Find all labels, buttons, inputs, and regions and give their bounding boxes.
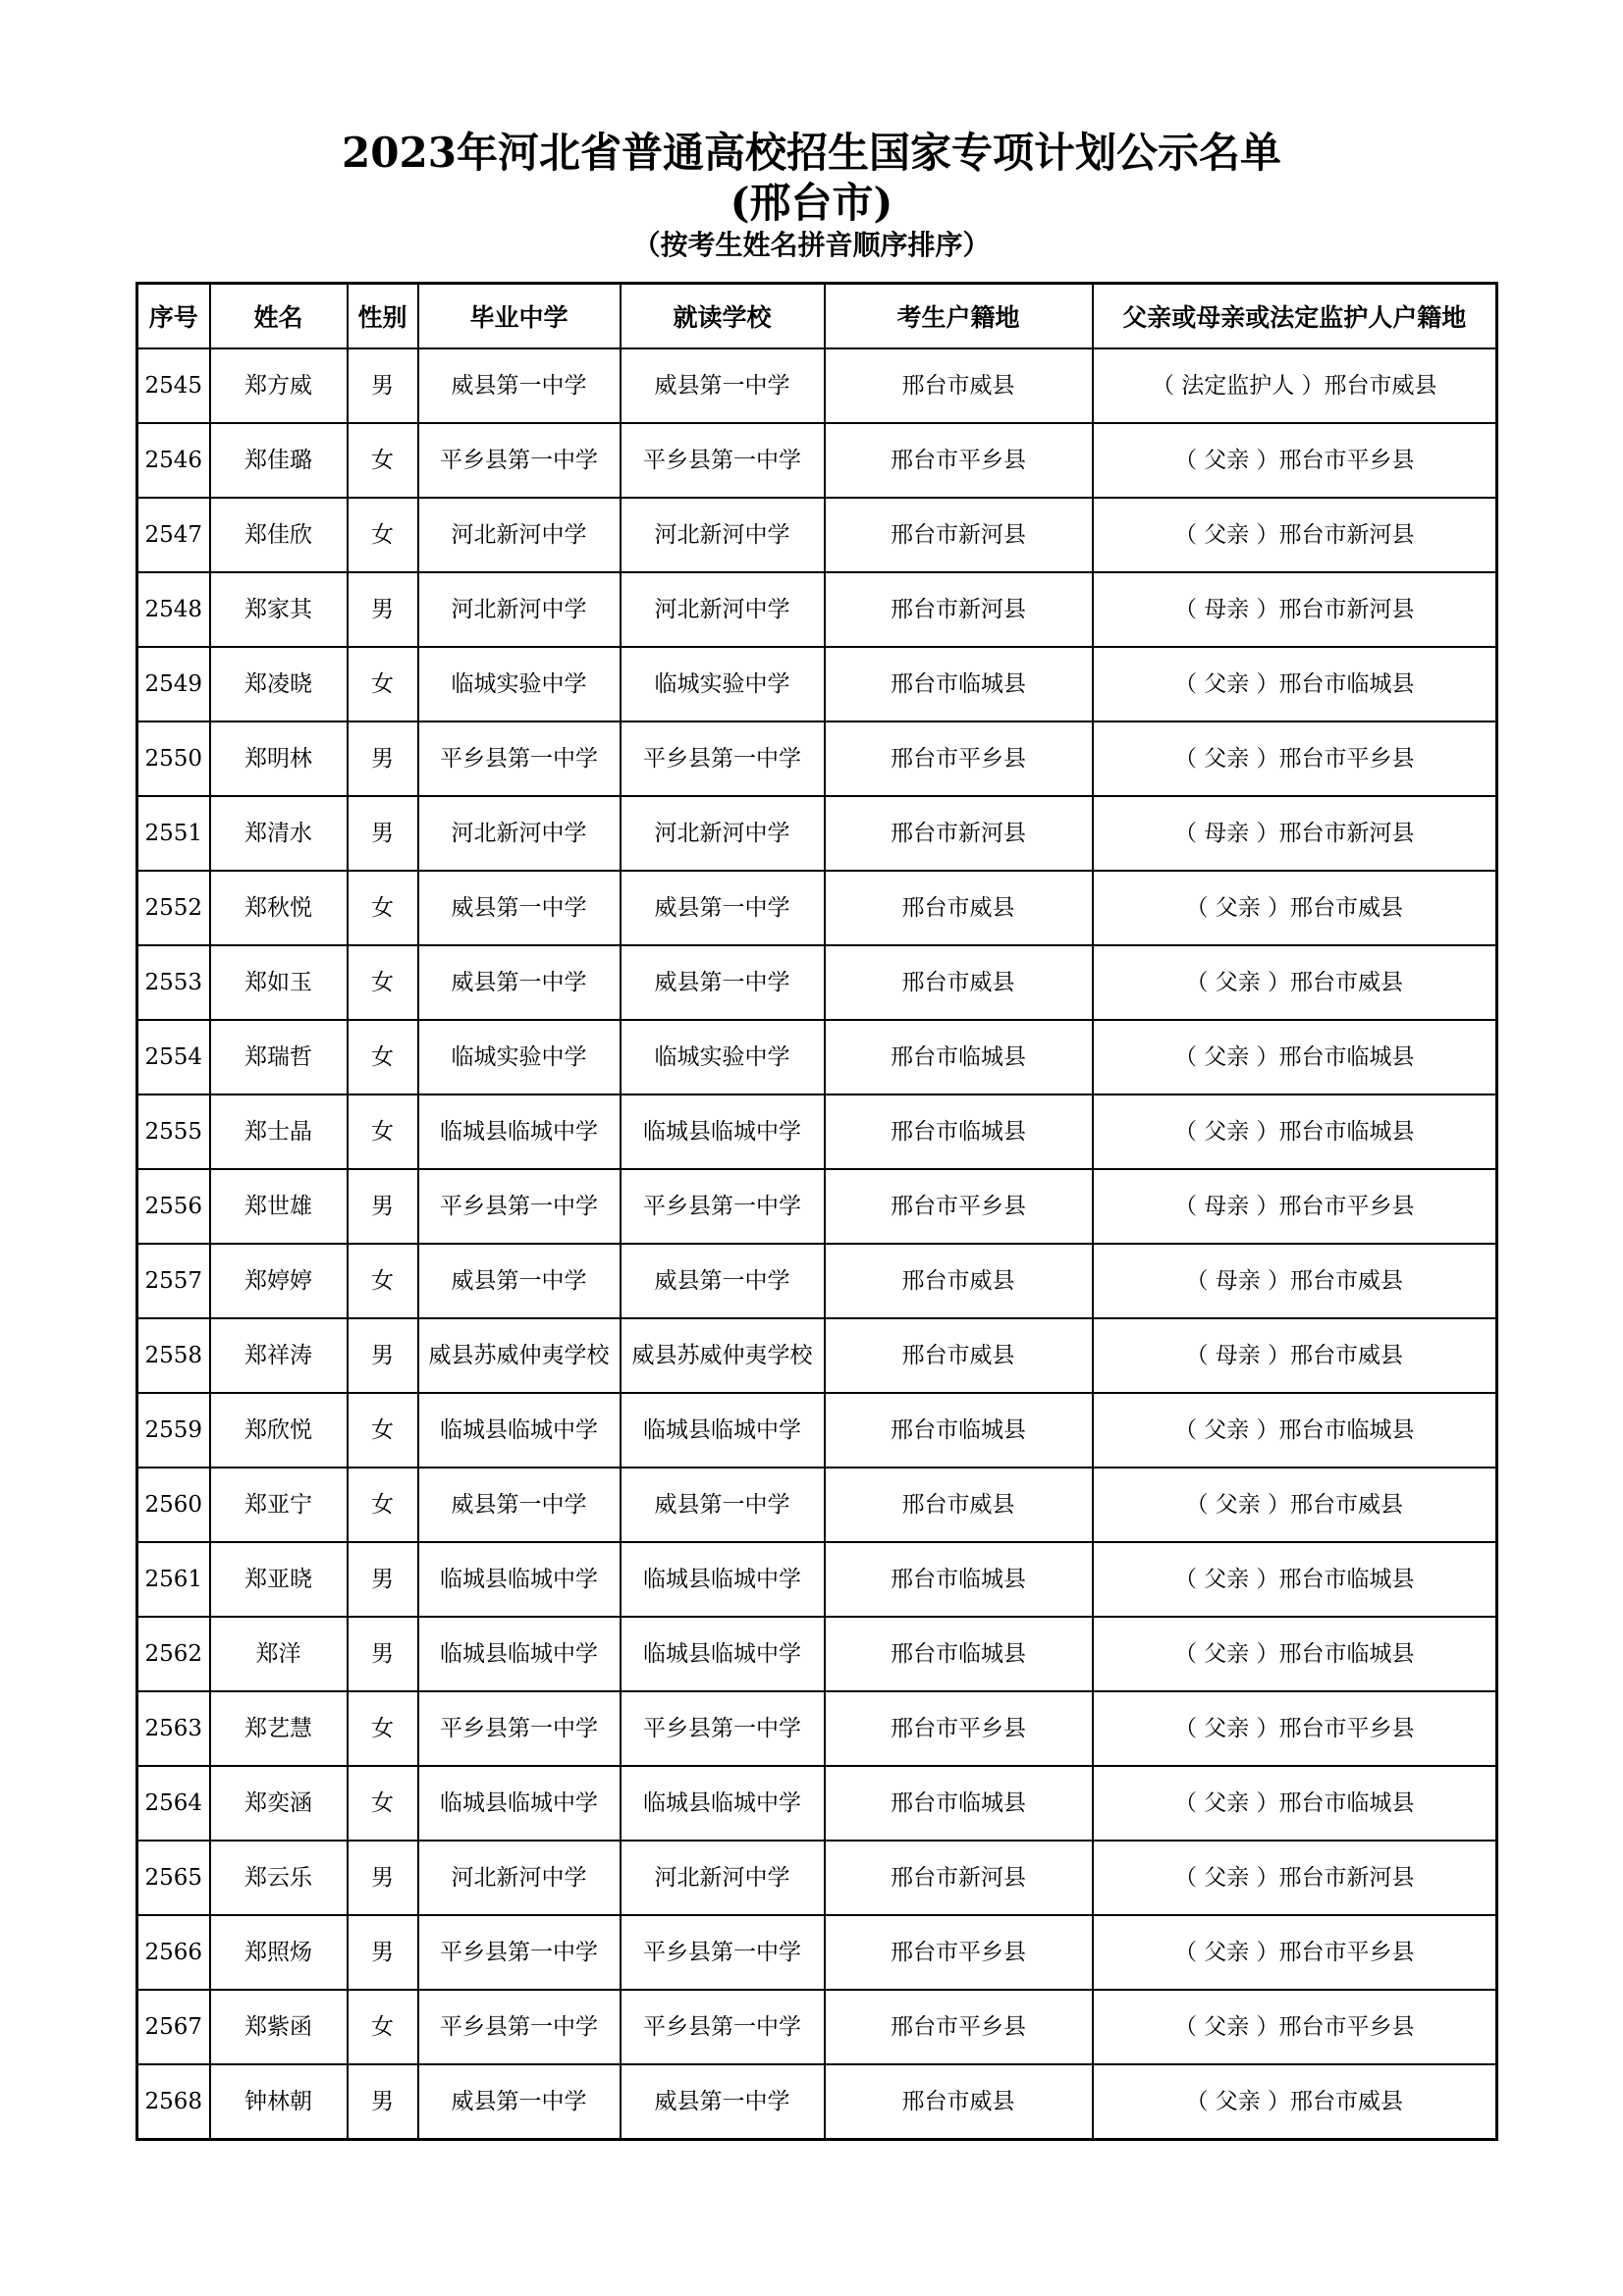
cell-gender: 男 (348, 1915, 418, 1990)
cell-parent-domicile: （ 父亲 ）邢台市新河县 (1093, 1841, 1497, 1915)
cell-seq: 2547 (137, 498, 210, 572)
table-row (137, 572, 1497, 647)
cell-study-school: 平乡县第一中学 (621, 423, 825, 498)
cell-parent-domicile: （ 父亲 ）邢台市临城县 (1093, 1095, 1497, 1169)
roster-table (135, 282, 1498, 2141)
table-row (137, 1393, 1497, 1468)
cell-grad-school: 临城实验中学 (418, 1020, 621, 1095)
cell-study-school: 平乡县第一中学 (621, 721, 825, 796)
cell-grad-school: 临城县临城中学 (418, 1393, 621, 1468)
cell-grad-school: 平乡县第一中学 (418, 1691, 621, 1766)
table-row (137, 1020, 1497, 1095)
cell-gender: 女 (348, 1244, 418, 1318)
cell-seq: 2563 (137, 1691, 210, 1766)
cell-parent-domicile: （ 父亲 ）邢台市临城县 (1093, 1542, 1497, 1617)
cell-parent-domicile: （ 母亲 ）邢台市威县 (1093, 1244, 1497, 1318)
table-row (137, 1468, 1497, 1542)
cell-grad-school: 威县第一中学 (418, 1244, 621, 1318)
cell-gender: 女 (348, 1691, 418, 1766)
cell-parent-domicile: （ 父亲 ）邢台市威县 (1093, 945, 1497, 1020)
table-row (137, 348, 1497, 423)
cell-grad-school: 威县第一中学 (418, 1468, 621, 1542)
cell-domicile: 邢台市新河县 (825, 572, 1093, 647)
cell-gender: 女 (348, 647, 418, 721)
table-row (137, 498, 1497, 572)
cell-name: 郑凌晓 (210, 647, 348, 721)
cell-gender: 男 (348, 796, 418, 871)
cell-study-school: 平乡县第一中学 (621, 1990, 825, 2064)
cell-domicile: 邢台市临城县 (825, 1766, 1093, 1841)
cell-name: 郑奕涵 (210, 1766, 348, 1841)
table-row (137, 1915, 1497, 1990)
cell-study-school: 威县第一中学 (621, 945, 825, 1020)
cell-grad-school: 威县第一中学 (418, 348, 621, 423)
cell-parent-domicile: （ 父亲 ）邢台市平乡县 (1093, 423, 1497, 498)
cell-gender: 男 (348, 1841, 418, 1915)
cell-domicile: 邢台市威县 (825, 1468, 1093, 1542)
cell-gender: 女 (348, 1393, 418, 1468)
cell-grad-school: 威县第一中学 (418, 945, 621, 1020)
cell-gender: 男 (348, 1318, 418, 1393)
cell-parent-domicile: （ 法定监护人 ）邢台市威县 (1093, 348, 1497, 423)
cell-parent-domicile: （ 父亲 ）邢台市临城县 (1093, 1393, 1497, 1468)
cell-name: 郑明林 (210, 721, 348, 796)
cell-gender: 男 (348, 1617, 418, 1691)
cell-seq: 2561 (137, 1542, 210, 1617)
table-row (137, 423, 1497, 498)
cell-name: 郑瑞哲 (210, 1020, 348, 1095)
document-title: 2023年河北省普通高校招生国家专项计划公示名单 (342, 129, 1281, 177)
cell-grad-school: 河北新河中学 (418, 498, 621, 572)
col-header-gender: 性别 (348, 284, 418, 349)
table-row (137, 1095, 1497, 1169)
cell-name: 郑云乐 (210, 1841, 348, 1915)
cell-seq: 2545 (137, 348, 210, 423)
cell-parent-domicile: （ 父亲 ）邢台市新河县 (1093, 498, 1497, 572)
cell-study-school: 临城县临城中学 (621, 1766, 825, 1841)
document-subtitle: (邢台市) (730, 179, 893, 227)
cell-grad-school: 威县苏威仲夷学校 (418, 1318, 621, 1393)
cell-grad-school: 临城县临城中学 (418, 1095, 621, 1169)
cell-study-school: 平乡县第一中学 (621, 1169, 825, 1244)
cell-domicile: 邢台市新河县 (825, 796, 1093, 871)
cell-seq: 2558 (137, 1318, 210, 1393)
cell-study-school: 临城县临城中学 (621, 1393, 825, 1468)
cell-seq: 2551 (137, 796, 210, 871)
cell-study-school: 河北新河中学 (621, 1841, 825, 1915)
cell-grad-school: 平乡县第一中学 (418, 721, 621, 796)
cell-study-school: 威县第一中学 (621, 1468, 825, 1542)
cell-name: 郑秋悦 (210, 871, 348, 945)
table-row (137, 1766, 1497, 1841)
cell-study-school: 临城实验中学 (621, 1020, 825, 1095)
table-row (137, 1244, 1497, 1318)
cell-gender: 女 (348, 1468, 418, 1542)
cell-domicile: 邢台市平乡县 (825, 1990, 1093, 2064)
cell-domicile: 邢台市平乡县 (825, 423, 1093, 498)
cell-parent-domicile: （ 父亲 ）邢台市临城县 (1093, 1020, 1497, 1095)
cell-study-school: 威县第一中学 (621, 871, 825, 945)
cell-domicile: 邢台市新河县 (825, 1841, 1093, 1915)
header-row (137, 284, 1497, 349)
table-row (137, 1841, 1497, 1915)
table-row (137, 647, 1497, 721)
cell-seq: 2556 (137, 1169, 210, 1244)
table-row (137, 721, 1497, 796)
table-row (137, 1691, 1497, 1766)
cell-domicile: 邢台市临城县 (825, 1095, 1093, 1169)
cell-study-school: 河北新河中学 (621, 796, 825, 871)
table-row (137, 1318, 1497, 1393)
cell-name: 郑方威 (210, 348, 348, 423)
cell-grad-school: 临城县临城中学 (418, 1766, 621, 1841)
table-row (137, 796, 1497, 871)
cell-parent-domicile: （ 母亲 ）邢台市威县 (1093, 1318, 1497, 1393)
cell-parent-domicile: （ 父亲 ）邢台市平乡县 (1093, 1915, 1497, 1990)
cell-seq: 2567 (137, 1990, 210, 2064)
cell-seq: 2562 (137, 1617, 210, 1691)
cell-name: 郑欣悦 (210, 1393, 348, 1468)
cell-domicile: 邢台市平乡县 (825, 1691, 1093, 1766)
cell-study-school: 临城县临城中学 (621, 1542, 825, 1617)
cell-domicile: 邢台市临城县 (825, 1542, 1093, 1617)
cell-seq: 2568 (137, 2064, 210, 2140)
cell-seq: 2566 (137, 1915, 210, 1990)
cell-grad-school: 平乡县第一中学 (418, 1915, 621, 1990)
cell-grad-school: 河北新河中学 (418, 572, 621, 647)
table-row (137, 2064, 1497, 2140)
cell-parent-domicile: （ 父亲 ）邢台市平乡县 (1093, 1990, 1497, 2064)
cell-name: 郑如玉 (210, 945, 348, 1020)
col-header-name: 姓名 (210, 284, 348, 349)
cell-domicile: 邢台市临城县 (825, 647, 1093, 721)
cell-domicile: 邢台市临城县 (825, 1020, 1093, 1095)
table-row (137, 1990, 1497, 2064)
cell-seq: 2548 (137, 572, 210, 647)
cell-parent-domicile: （ 父亲 ）邢台市平乡县 (1093, 721, 1497, 796)
cell-gender: 男 (348, 721, 418, 796)
cell-seq: 2559 (137, 1393, 210, 1468)
cell-seq: 2557 (137, 1244, 210, 1318)
col-header-parent-domicile: 父亲或母亲或法定监护人户籍地 (1093, 284, 1497, 349)
col-header-study-school: 就读学校 (621, 284, 825, 349)
cell-parent-domicile: （ 母亲 ）邢台市新河县 (1093, 572, 1497, 647)
cell-gender: 女 (348, 1020, 418, 1095)
table-row (137, 1617, 1497, 1691)
cell-name: 郑照炀 (210, 1915, 348, 1990)
cell-name: 郑士晶 (210, 1095, 348, 1169)
cell-domicile: 邢台市威县 (825, 945, 1093, 1020)
cell-domicile: 邢台市临城县 (825, 1393, 1093, 1468)
cell-name: 郑世雄 (210, 1169, 348, 1244)
cell-grad-school: 平乡县第一中学 (418, 1169, 621, 1244)
cell-name: 郑婷婷 (210, 1244, 348, 1318)
cell-gender: 女 (348, 871, 418, 945)
cell-study-school: 威县苏威仲夷学校 (621, 1318, 825, 1393)
cell-gender: 男 (348, 572, 418, 647)
cell-grad-school: 河北新河中学 (418, 1841, 621, 1915)
cell-parent-domicile: （ 母亲 ）邢台市平乡县 (1093, 1169, 1497, 1244)
table-header (137, 284, 1497, 349)
table-row (137, 871, 1497, 945)
cell-study-school: 河北新河中学 (621, 572, 825, 647)
cell-gender: 女 (348, 1990, 418, 2064)
cell-domicile: 邢台市平乡县 (825, 1169, 1093, 1244)
cell-seq: 2549 (137, 647, 210, 721)
cell-gender: 男 (348, 1542, 418, 1617)
cell-grad-school: 威县第一中学 (418, 871, 621, 945)
cell-name: 郑佳璐 (210, 423, 348, 498)
cell-grad-school: 临城县临城中学 (418, 1542, 621, 1617)
cell-domicile: 邢台市威县 (825, 2064, 1093, 2140)
cell-parent-domicile: （ 父亲 ）邢台市威县 (1093, 2064, 1497, 2140)
cell-domicile: 邢台市威县 (825, 348, 1093, 423)
cell-seq: 2550 (137, 721, 210, 796)
cell-domicile: 邢台市威县 (825, 1244, 1093, 1318)
cell-parent-domicile: （ 父亲 ）邢台市威县 (1093, 1468, 1497, 1542)
cell-study-school: 临城县临城中学 (621, 1617, 825, 1691)
table-body (137, 348, 1497, 2140)
cell-gender: 女 (348, 498, 418, 572)
cell-name: 郑亚宁 (210, 1468, 348, 1542)
cell-parent-domicile: （ 父亲 ）邢台市临城县 (1093, 1766, 1497, 1841)
cell-name: 郑佳欣 (210, 498, 348, 572)
cell-gender: 男 (348, 348, 418, 423)
cell-domicile: 邢台市威县 (825, 871, 1093, 945)
cell-grad-school: 临城县临城中学 (418, 1617, 621, 1691)
cell-gender: 女 (348, 1095, 418, 1169)
cell-seq: 2552 (137, 871, 210, 945)
cell-study-school: 威县第一中学 (621, 2064, 825, 2140)
cell-grad-school: 河北新河中学 (418, 796, 621, 871)
cell-domicile: 邢台市新河县 (825, 498, 1093, 572)
cell-parent-domicile: （ 母亲 ）邢台市新河县 (1093, 796, 1497, 871)
cell-name: 郑家其 (210, 572, 348, 647)
cell-gender: 男 (348, 1169, 418, 1244)
cell-gender: 女 (348, 423, 418, 498)
col-header-grad-school: 毕业中学 (418, 284, 621, 349)
cell-name: 钟林朝 (210, 2064, 348, 2140)
cell-parent-domicile: （ 父亲 ）邢台市临城县 (1093, 1617, 1497, 1691)
cell-domicile: 邢台市平乡县 (825, 721, 1093, 796)
cell-study-school: 河北新河中学 (621, 498, 825, 572)
cell-name: 郑清水 (210, 796, 348, 871)
cell-study-school: 威县第一中学 (621, 1244, 825, 1318)
cell-name: 郑艺慧 (210, 1691, 348, 1766)
sort-note: （按考生姓名拼音顺序排序） (632, 229, 991, 261)
cell-study-school: 临城实验中学 (621, 647, 825, 721)
cell-grad-school: 平乡县第一中学 (418, 1990, 621, 2064)
col-header-seq: 序号 (137, 284, 210, 349)
cell-study-school: 平乡县第一中学 (621, 1691, 825, 1766)
table-row (137, 1169, 1497, 1244)
cell-domicile: 邢台市威县 (825, 1318, 1093, 1393)
cell-parent-domicile: （ 父亲 ）邢台市威县 (1093, 871, 1497, 945)
cell-name: 郑洋 (210, 1617, 348, 1691)
cell-domicile: 邢台市平乡县 (825, 1915, 1093, 1990)
cell-name: 郑亚晓 (210, 1542, 348, 1617)
cell-gender: 女 (348, 945, 418, 1020)
cell-grad-school: 平乡县第一中学 (418, 423, 621, 498)
cell-seq: 2546 (137, 423, 210, 498)
table-row (137, 1542, 1497, 1617)
cell-gender: 女 (348, 1766, 418, 1841)
cell-name: 郑祥涛 (210, 1318, 348, 1393)
cell-parent-domicile: （ 父亲 ）邢台市临城县 (1093, 647, 1497, 721)
cell-name: 郑紫函 (210, 1990, 348, 2064)
cell-seq: 2564 (137, 1766, 210, 1841)
col-header-domicile: 考生户籍地 (825, 284, 1093, 349)
table-row (137, 945, 1497, 1020)
cell-grad-school: 威县第一中学 (418, 2064, 621, 2140)
cell-study-school: 临城县临城中学 (621, 1095, 825, 1169)
cell-seq: 2555 (137, 1095, 210, 1169)
cell-parent-domicile: （ 父亲 ）邢台市平乡县 (1093, 1691, 1497, 1766)
cell-gender: 男 (348, 2064, 418, 2140)
cell-seq: 2565 (137, 1841, 210, 1915)
cell-study-school: 平乡县第一中学 (621, 1915, 825, 1990)
cell-grad-school: 临城实验中学 (418, 647, 621, 721)
cell-domicile: 邢台市临城县 (825, 1617, 1093, 1691)
cell-seq: 2553 (137, 945, 210, 1020)
cell-seq: 2560 (137, 1468, 210, 1542)
cell-seq: 2554 (137, 1020, 210, 1095)
cell-study-school: 威县第一中学 (621, 348, 825, 423)
